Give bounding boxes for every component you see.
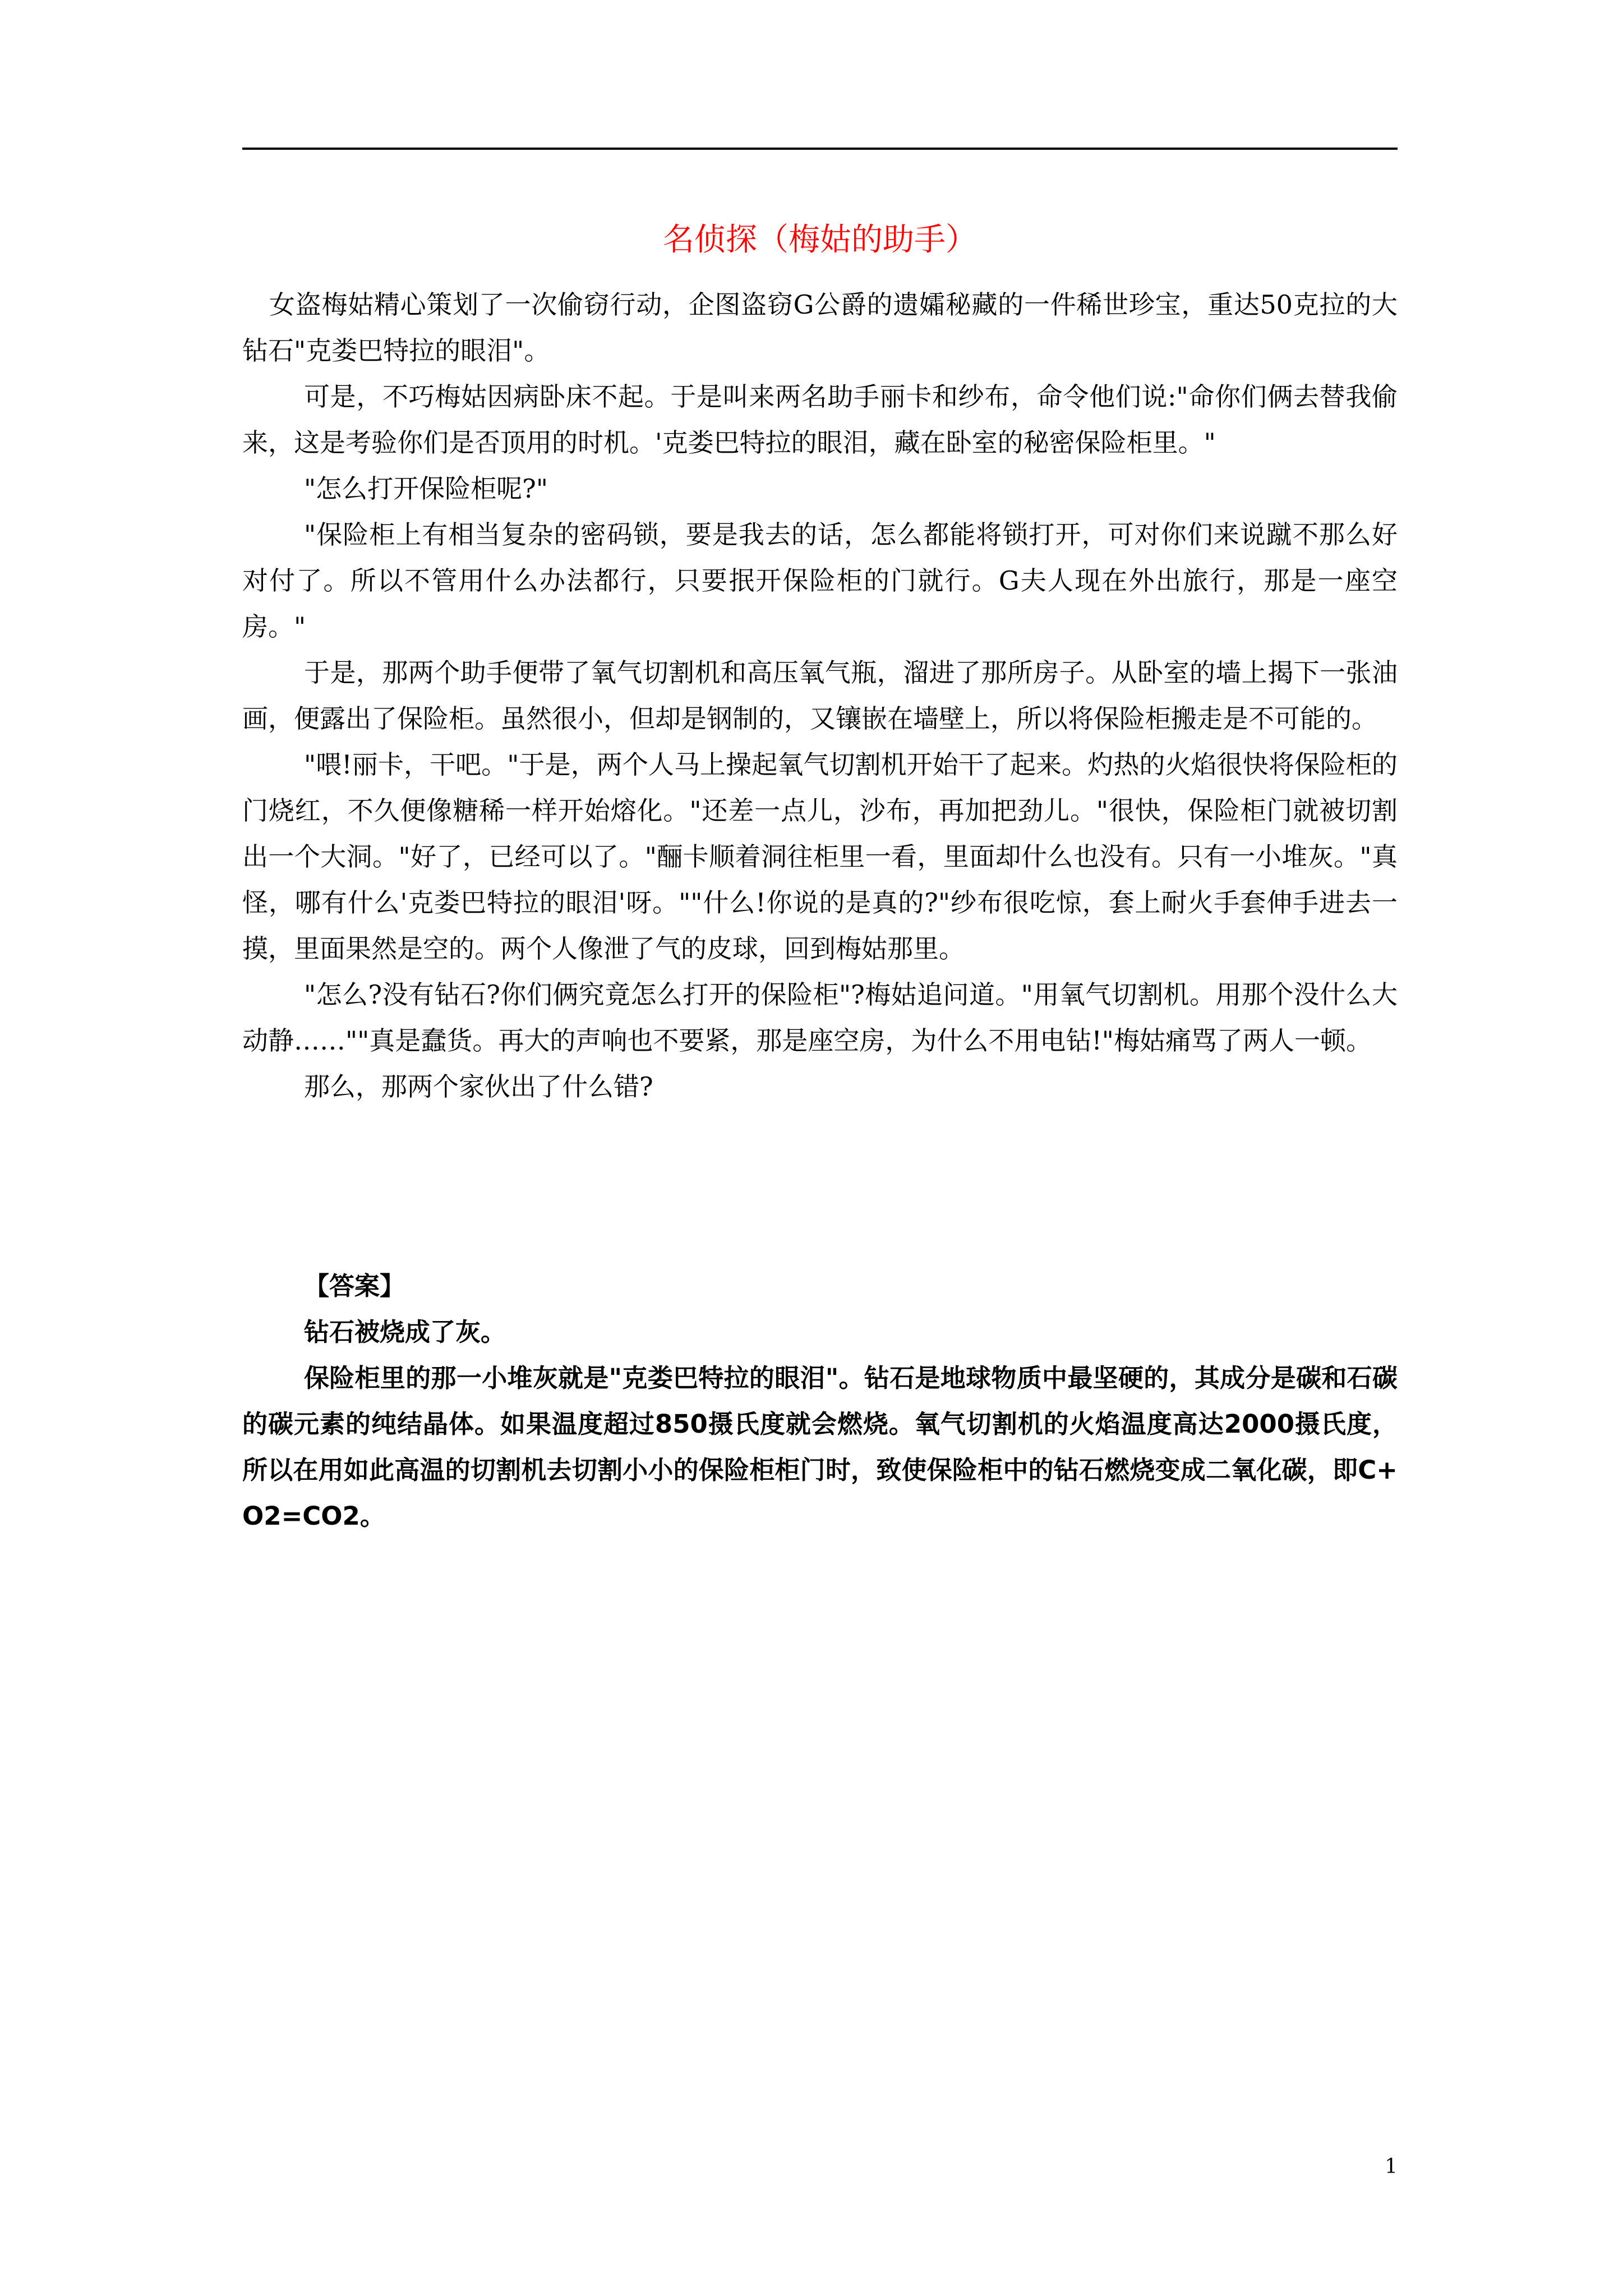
story-question: 那么，那两个家伙出了什么错?	[304, 1071, 653, 1102]
answer-heading: 【答案】	[304, 1271, 405, 1301]
page-number: 1	[1385, 2155, 1398, 2178]
story-paragraph: "保险柜上有相当复杂的密码锁，要是我去的话，怎么都能将锁打开，可对你们来说蹴不那么好对付了。所以不管用什么办法都行，只要抿开保险柜的门就行。G夫人现在外出旅行，那是一座空房。"	[242, 519, 1398, 642]
page-title: 名侦探（梅姑的助手）	[663, 222, 977, 258]
story-body	[242, 282, 1398, 1110]
story-paragraph: 可是，不巧梅姑因病卧床不起。于是叫来两名助手丽卡和纱布，命令他们说:"命你们俩去替我偷来，这是考验你们是否顶用的时机。'克娄巴特拉的眼泪，藏在卧室的秘密保险柜里。"	[242, 381, 1398, 458]
story-paragraph: "怎么?没有钻石?你们俩究竟怎么打开的保险柜"?梅姑追问道。"用氧气切割机。用那个没什么大动静……""真是蠢货。再大的声响也不要紧，那是座空房，为什么不用电钻!"梅姑痛骂了两人一顿。	[242, 979, 1398, 1056]
story-paragraph: "喂!丽卡，干吧。"于是，两个人马上操起氧气切割机开始干了起来。灼热的火焰很快将保险柜的门烧红，不久便像糖稀一样开始熔化。"还差一点儿，沙布，再加把劲儿。"很快，保险柜门就被切割出一个大洞。"好了，已经可以了。"酾卡顺着洞往柜里一看，里面却什么也没有。只有一小堆灰。"真怪，哪有什么'克娄巴特拉的眼泪'呀。""什么!你说的是真的?"纱布很吃惊，套上耐火手套伸手进去一摸，里面果然是空的。两个人像泄了气的皮球，回到梅姑那里。	[242, 749, 1398, 964]
story-paragraph: 于是，那两个助手便带了氧气切割机和高压氧气瓶，溜进了那所房子。从卧室的墙上揭下一张油画，便露出了保险柜。虽然很小，但却是钢制的，又镶嵌在墙壁上，所以将保险柜搬走是不可能的。	[242, 657, 1398, 734]
story-paragraph: "怎么打开保险柜呢?"	[304, 473, 548, 504]
answer-summary: 钻石被烧成了灰。	[304, 1317, 506, 1347]
story-paragraph: 女盗梅姑精心策划了一次偷窃行动，企图盗窃G公爵的遗孀秘藏的一件稀世珍宝，重达50克拉的大钻石"克娄巴特拉的眼泪"。	[242, 289, 1398, 366]
answer-section	[242, 1263, 1398, 1539]
header-rule	[242, 148, 1398, 150]
answer-explanation: 保险柜里的那一小堆灰就是"克娄巴特拉的眼泪"。钻石是地球物质中最坚硬的，其成分是碳和石碳的碳元素的纯结晶体。如果温度超过850摄氏度就会燃烧。氧气切割机的火焰温度高达2000摄氏度，所以在用如此高温的切割机去切割小小的保险柜柜门时，致使保险柜中的钻石燃烧变成二氧化碳，即C+O2=CO2。	[242, 1363, 1398, 1531]
